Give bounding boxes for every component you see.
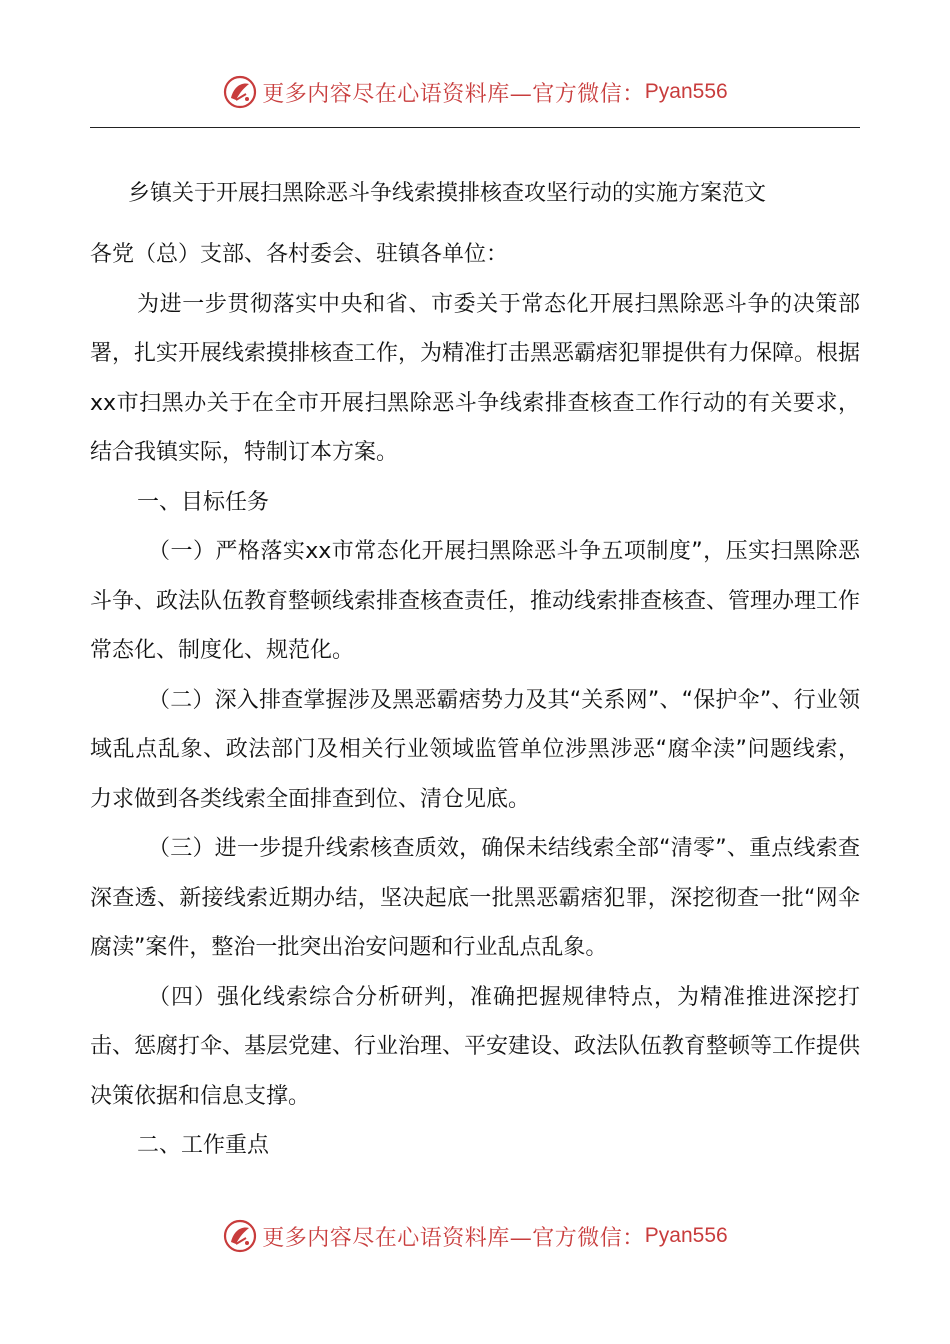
list-item: （三）进一步提升线索核查质效，确保未结线索全部“清零”、重点线索查深查透、新接线索近期办结，坚决起底一批黑恶霸痞犯罪，深挖彻查一批“网伞腐渎”案件，整治一批突出治安问题和行业乱点乱象。 <box>90 836 860 960</box>
watermark-wechat-id: Pyan556 <box>644 80 728 103</box>
footer-watermark <box>0 1216 950 1256</box>
section-heading-1: 一、目标任务 <box>137 489 270 515</box>
brand-logo-icon <box>222 1218 258 1254</box>
list-item: （一）严格落实xx市常态化开展扫黑除恶斗争五项制度”，压实扫黑除恶斗争、政法队伍教育整顿线索排查核查责任，推动线索排查核查、管理办理工作常态化、制度化、规范化。 <box>90 539 861 663</box>
watermark-text: 更多内容尽在心语资料库—官方微信： <box>262 1225 645 1251</box>
watermark-text: 更多内容尽在心语资料库—官方微信： <box>262 81 645 107</box>
intro-paragraph: 为进一步贯彻落实中央和省、市委关于常态化开展扫黑除恶斗争的决策部署，扎实开展线索摸排核查工作，为精准打击黑恶霸痞犯罪提供有力保障。根据xx市扫黑办关于在全市开展扫黑除恶斗争线索排查核查工作行动的有关要求，结合我镇实际，特制订本方案。 <box>90 291 861 465</box>
watermark-wechat-id: Pyan556 <box>644 1224 728 1247</box>
brand-logo-icon <box>222 74 258 110</box>
header-watermark <box>0 72 950 112</box>
list-item: （二）深入排查掌握涉及黑恶霸痞势力及其“关系网”、“保护伞”、行业领域乱点乱象、政法部门及相关行业领域监管单位涉黑涉恶“腐伞渎”问题线索，力求做到各类线索全面排查到位、清仓见底。 <box>90 687 860 812</box>
document-body <box>90 230 860 1171</box>
header-divider <box>90 127 860 128</box>
salutation: 各党（总）支部、各村委会、驻镇各单位： <box>90 242 509 267</box>
section-heading-2: 二、工作重点 <box>137 1133 270 1158</box>
document-title: 乡镇关于开展扫黑除恶斗争线索摸排核查攻坚行动的实施方案范文 <box>128 181 767 206</box>
list-item: （四）强化线索综合分析研判，准确把握规律特点，为精准推进深挖打击、惩腐打伞、基层党建、行业治理、平安建设、政法队伍教育整顿等工作提供决策依据和信息支撑。 <box>90 984 861 1109</box>
